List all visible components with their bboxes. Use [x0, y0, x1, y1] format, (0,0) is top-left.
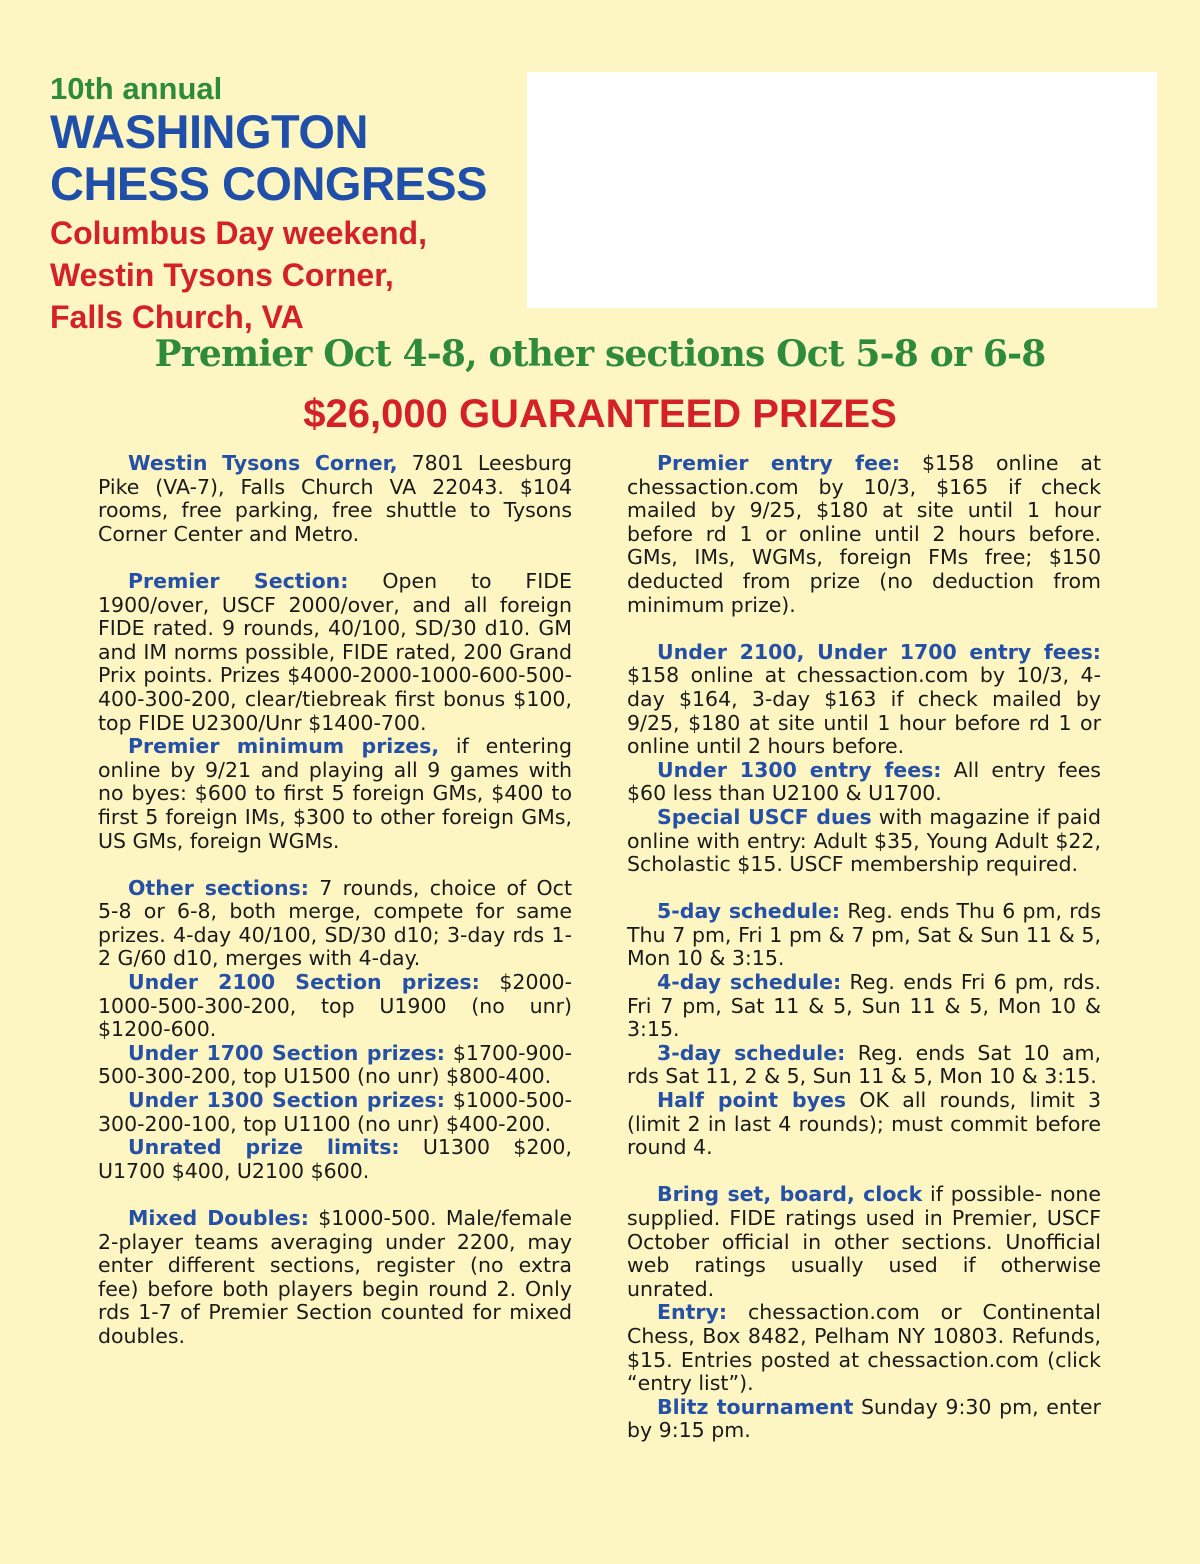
four-day-schedule-paragraph [627, 971, 1101, 1042]
venue-paragraph [98, 452, 572, 546]
paragraph-text: chessaction.com or Continental Chess, Box 8482, Pelham NY 10803. Refunds, $15. Entries posted at chessaction.com (click “entry list”). [627, 1300, 1101, 1396]
paragraph-text: 7 rounds, choice of Oct 5-8 or 6-8, both merge, compete for same prizes. 4-day 40/100, SD/30 d10; 3-day rds 1-2 G/60 d10, merges with 4-day. [98, 875, 572, 971]
event-subtitle-line-2: Westin Tysons Corner, [50, 257, 394, 293]
entry-paragraph [627, 1301, 1101, 1395]
five-day-schedule-paragraph [627, 900, 1101, 971]
event-dates: Premier Oct 4-8, other sections Oct 5-8 or 6-8 [154, 333, 1046, 375]
paragraph-text: All entry fees $60 less than U2100 & U1700. [627, 757, 1101, 806]
uscf-dues-paragraph [627, 806, 1101, 877]
paragraph-text: 7801 Leesburg Pike (VA-7), Falls Church VA 22043. $104 rooms, free parking, free shuttle to Tysons Corner Center and Metro. [98, 451, 572, 546]
paragraph-heading: Half point byes [657, 1088, 847, 1113]
paragraph-text: if possible- none supplied. FIDE ratings used in Premier, USCF October official in other sections. Unofficial web ratings usually used if otherwise unrated. [627, 1182, 1101, 1301]
paragraph-heading: Unrated prize limits: [128, 1135, 400, 1160]
under-1700-prizes-paragraph [98, 1042, 572, 1089]
blitz-tournament-paragraph [627, 1396, 1101, 1443]
paragraph-text: Sunday 9:30 pm, enter by 9:15 pm. [627, 1394, 1101, 1443]
right-column [627, 452, 1101, 1443]
paragraph-text: if entering online by 9/21 and playing all 9 games with no byes: $600 to first 5 foreign GMs, $400 to first 5 foreign IMs, $300 to other foreign GMs, US GMs, foreign WGMs. [98, 734, 572, 853]
event-title-line-2: CHESS CONGRESS [50, 157, 487, 210]
paragraph-heading: Special USCF dues [657, 804, 872, 829]
paragraph-heading: 4-day schedule: [657, 970, 842, 995]
paragraph-text: Reg. ends Sat 10 am, rds Sat 11, 2 & 5, Sun 11 & 5, Mon 10 & 3:15. [627, 1040, 1102, 1089]
event-subtitle-line-3: Falls Church, VA [50, 299, 304, 335]
paragraph-text: U1300 $200, U1700 $400, U2100 $600. [98, 1135, 572, 1183]
blank-image-area [527, 72, 1157, 308]
paragraph-text: Reg. ends Thu 6 pm, rds Thu 7 pm, Fri 1 pm & 7 pm, Sat & Sun 11 & 5, Mon 10 & 3:15. [627, 899, 1101, 971]
event-subtitle-line-1: Columbus Day weekend, [50, 215, 427, 251]
paragraph-heading: Under 2100 Section prizes: [128, 970, 480, 995]
three-day-schedule-paragraph [627, 1042, 1101, 1089]
paragraph-heading: Mixed Doubles: [128, 1206, 309, 1230]
paragraph-heading: Other sections: [128, 875, 309, 900]
paragraph-heading: Entry: [657, 1300, 728, 1325]
paragraph-heading: Premier minimum prizes, [128, 734, 440, 759]
paragraph-heading: Blitz tournament [657, 1394, 854, 1419]
paragraph-text: with magazine if paid online with entry: Adult $35, Young Adult $22, Scholastic $15. USCF membership required. [627, 804, 1101, 877]
paragraph-text: $1000-500-300-200-100, top U1100 (no unr) $400-200. [98, 1088, 573, 1136]
u2100-u1700-entry-fees-paragraph [627, 641, 1101, 759]
half-point-byes-paragraph [627, 1089, 1101, 1160]
event-header [50, 72, 487, 338]
paragraph-heading: Under 1300 Section prizes: [128, 1088, 445, 1113]
premier-section-paragraph [98, 570, 572, 735]
paragraph-text: $2000-1000-500-300-200, top U1900 (no unr) $1200-600. [98, 970, 572, 1042]
premier-minimum-prizes-paragraph [98, 735, 572, 853]
left-column [98, 452, 572, 1349]
paragraph-heading: Under 2100, Under 1700 entry fees: [657, 639, 1101, 664]
paragraph-heading: Premier entry fee: [657, 451, 901, 475]
paragraph-heading: 3-day schedule: [657, 1040, 846, 1065]
guaranteed-prizes-banner: $26,000 GUARANTEED PRIZES [303, 392, 897, 436]
unrated-prize-limits-paragraph [98, 1136, 572, 1183]
paragraph-heading: Westin Tysons Corner, [128, 451, 398, 475]
equipment-ratings-paragraph [627, 1183, 1101, 1301]
mixed-doubles-paragraph [98, 1207, 572, 1349]
under-2100-prizes-paragraph [98, 971, 572, 1042]
paragraph-text: $158 online at chessaction.com by 10/3, 4-day $164, 3-day $163 if check mailed by 9/25, $180 at site until 1 hour before rd 1 or online until 2 hours before. [627, 663, 1101, 759]
paragraph-text: $158 online at chessaction.com by 10/3, $165 if check mailed by 9/25, $180 at site until 1 hour before rd 1 or online until 2 hours before. GMs, IMs, WGMs, foreign FMs free; $150 deducted from prize (no deduction from minimum prize). [627, 451, 1101, 617]
paragraph-heading: Under 1300 entry fees: [657, 757, 942, 782]
other-sections-paragraph [98, 877, 572, 971]
under-1300-prizes-paragraph [98, 1089, 572, 1136]
event-title-line-1: WASHINGTON [50, 105, 368, 158]
paragraph-heading: Bring set, board, clock [657, 1182, 923, 1207]
paragraph-text: $1700-900-500-300-200, top U1500 (no unr) $800-400. [98, 1040, 573, 1089]
paragraph-heading: Under 1700 Section prizes: [128, 1040, 445, 1065]
paragraph-heading: 5-day schedule: [657, 899, 841, 924]
paragraph-text: Open to FIDE 1900/over, USCF 2000/over, and all foreign FIDE rated. 9 rounds, 40/100, SD/30 d10. GM and IM norms possible, FIDE rated, 200 Grand Prix points. Prizes $4000-2000-1000-600-500-400-300-200, clear/tiebreak first bonus $100, top FIDE U2300/Unr $1400-700. [98, 568, 572, 735]
u1300-entry-fees-paragraph [627, 759, 1101, 806]
premier-entry-fee-paragraph [627, 452, 1101, 617]
annual-label: 10th annual [50, 71, 223, 106]
paragraph-text: OK all rounds, limit 3 (limit 2 in last 4 rounds); must commit before round 4. [627, 1088, 1102, 1160]
paragraph-text: Reg. ends Fri 6 pm, rds. Fri 7 pm, Sat 11 & 5, Sun 11 & 5, Mon 10 & 3:15. [627, 970, 1101, 1042]
paragraph-text: $1000-500. Male/female 2-player teams averaging under 2200, may enter different sections, register (no extra fee) before both players begin round 2. Only rds 1-7 of Premier Section counted for mixed doubles. [98, 1206, 572, 1348]
paragraph-heading: Premier Section: [128, 568, 349, 593]
